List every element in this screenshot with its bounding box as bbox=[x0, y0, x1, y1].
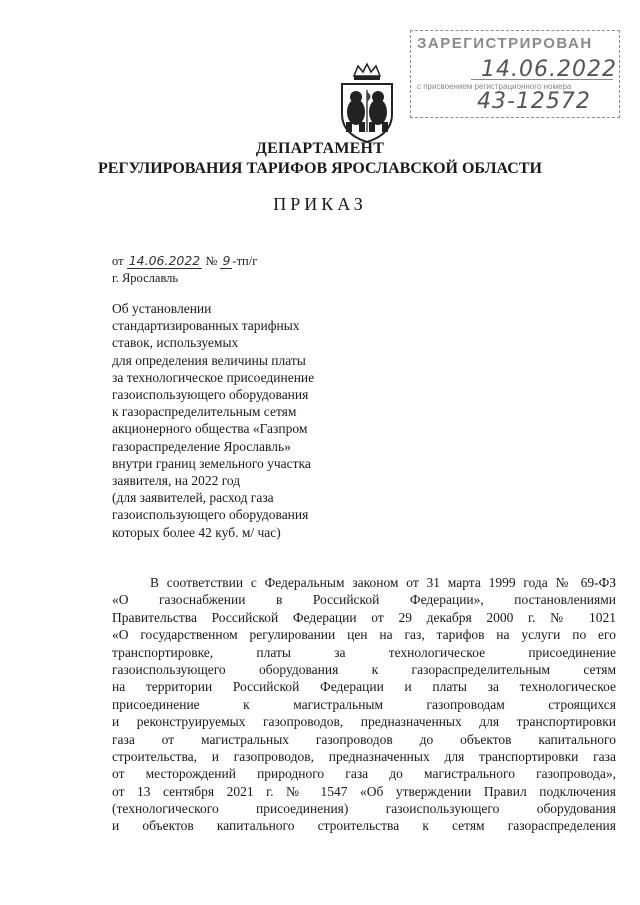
stamp-date: 14.06.2022 bbox=[481, 57, 617, 82]
stamp-subtitle: с присвоением регистрационного номера bbox=[417, 82, 572, 91]
city: г. Ярославль bbox=[112, 271, 179, 285]
department-title: ДЕПАРТАМЕНТ bbox=[255, 140, 385, 157]
order-body bbox=[112, 574, 616, 835]
body-line: и объектов капитального строительства к сетям газораспределения bbox=[112, 818, 616, 834]
subject-line: акционерного общества «Газпром bbox=[112, 421, 308, 437]
registration-stamp bbox=[410, 30, 620, 118]
body-line: строительства, и газопроводов, предназначенных для транспортировки газа bbox=[112, 748, 616, 764]
order-number-suffix: -тп/г bbox=[232, 254, 258, 268]
subject-line: (для заявителей, расход газа bbox=[112, 490, 274, 506]
body-line: «О государственном регулировании цен на газ, тарифов на услуги по его bbox=[112, 627, 616, 643]
body-line: В соответствии с Федеральным законом от 31 марта 1999 года № 69-ФЗ bbox=[150, 575, 616, 590]
subject-line: стандартизированных тарифных bbox=[112, 318, 300, 334]
department-subtitle: РЕГУЛИРОВАНИЯ ТАРИФОВ ЯРОСЛАВСКОЙ ОБЛАСТИ bbox=[98, 160, 542, 177]
order-subject bbox=[112, 300, 372, 541]
body-line: Правительства Российской Федерации от 29 декабря 2000 г. № 1021 bbox=[112, 609, 616, 625]
body-line: на территории Российской Федерации и платы за технологическое bbox=[112, 679, 616, 695]
order-number: 9 bbox=[222, 253, 231, 268]
subject-line: заявителя, на 2022 год bbox=[112, 473, 241, 489]
stamp-title: ЗАРЕГИСТРИРОВАН bbox=[417, 35, 593, 52]
order-meta bbox=[112, 252, 257, 287]
stamp-divider bbox=[471, 79, 613, 80]
body-line: от 13 сентября 2021 г. № 1547 «Об утверждении Правил подключения bbox=[112, 783, 616, 799]
subject-line: внутри границ земельного участка bbox=[112, 455, 311, 471]
body-line: и реконструируемых газопроводов, предназначенных для транспортировки bbox=[112, 714, 616, 730]
body-line: присоединение к магистральным газопроводам строящихся bbox=[112, 696, 616, 712]
stamp-number: 43-12572 bbox=[477, 89, 591, 114]
subject-line: газоиспользующего оборудования bbox=[112, 507, 309, 523]
subject-line: газораспределение Ярославль» bbox=[112, 438, 291, 454]
body-line: от месторождений природного газа до магистрального газопровода», bbox=[112, 766, 616, 782]
coat-of-arms-emblem bbox=[332, 62, 402, 146]
subject-line: к газораспределительным сетям bbox=[112, 404, 297, 420]
from-label: от bbox=[112, 254, 124, 268]
subject-line: для определения величины платы bbox=[112, 352, 306, 368]
subject-line: за технологическое присоединение bbox=[112, 369, 315, 385]
body-line: газоиспользующего оборудования к газораспределительным сетям bbox=[112, 661, 616, 677]
body-line: транспортировке, платы за технологическое присоединение bbox=[112, 644, 616, 660]
document-type: ПРИКАЗ bbox=[273, 194, 367, 214]
body-line: газа от магистральных газопроводов до объектов капитального bbox=[112, 731, 616, 747]
number-label: № bbox=[205, 254, 218, 268]
body-line: (технологического присоединения) газоиспользующего оборудования bbox=[112, 801, 616, 817]
subject-line: которых более 42 куб. м/ час) bbox=[112, 524, 281, 540]
subject-line: Об установлении bbox=[112, 301, 212, 316]
subject-line: газоиспользующего оборудования bbox=[112, 387, 309, 403]
subject-line: ставок, используемых bbox=[112, 335, 239, 351]
order-date-line bbox=[112, 252, 257, 270]
order-date: 14.06.2022 bbox=[128, 253, 201, 268]
body-line: «О газоснабжении в Российской Федерации», постановлениями bbox=[112, 592, 616, 608]
